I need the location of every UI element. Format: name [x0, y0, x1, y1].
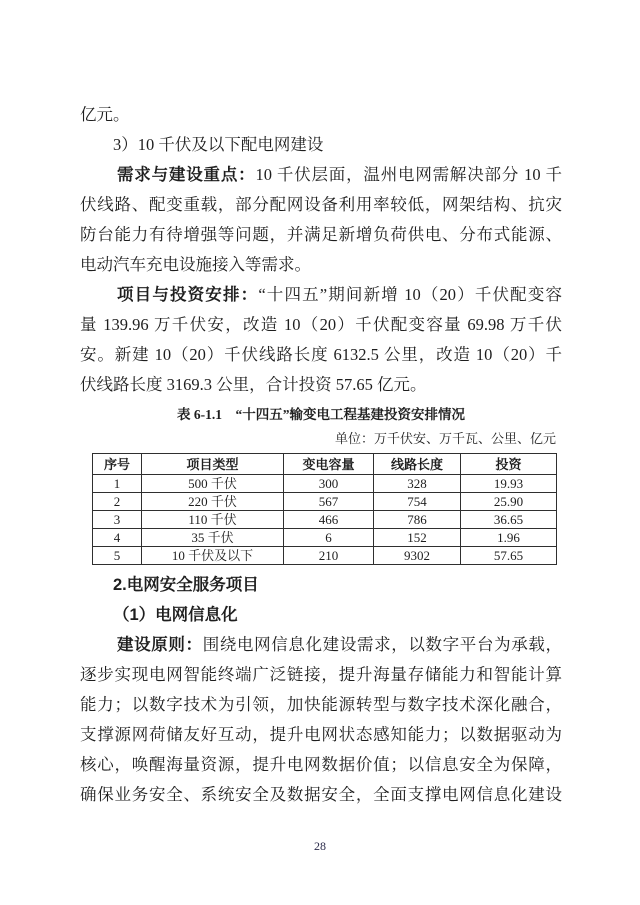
cell-capacity: 466 — [284, 511, 374, 529]
column-header: 项目类型 — [142, 454, 284, 475]
cell-index: 2 — [93, 493, 142, 511]
bold-lead: 项目与投资安排： — [117, 286, 259, 304]
bold-lead: 需求与建设重点： — [117, 166, 256, 184]
text-line: 伏线路长度 3169.3 公里，合计投资 57.65 亿元。 — [80, 375, 427, 394]
text-line: 逐步实现电网智能终端广泛链接，提升海量存储能力和智能计算 — [80, 665, 562, 684]
text-line: 核心，唤醒海量资源，提升电网数据价值；以信息安全为保障， — [80, 755, 562, 774]
cell-capacity: 300 — [284, 475, 374, 493]
text-run: 围绕电网信息化建设需求，以数字平台为承载， — [202, 635, 563, 654]
text-line — [80, 280, 562, 310]
table-unit-note: 单位：万千伏安、万千瓦、公里、亿元 — [334, 431, 556, 446]
text-line: 防台能力有待增强等问题，并满足新增负荷供电、分布式能源、 — [80, 225, 562, 244]
text-line: 能力；以数字技术为引领，加快能源转型与数字技术深化融合， — [80, 695, 562, 714]
paragraph-principle — [80, 630, 562, 810]
page-content — [80, 100, 562, 810]
cell-length: 754 — [374, 493, 461, 511]
table-row — [93, 529, 557, 547]
text-line: 电动汽车充电设施接入等需求。 — [80, 255, 311, 274]
cell-index: 3 — [93, 511, 142, 529]
cell-length: 152 — [374, 529, 461, 547]
paragraph-investment — [80, 280, 562, 400]
text-line: 伏线路、配变重载，部分配网设备利用率较低，网架结构、抗灾 — [80, 195, 562, 214]
paragraph-demand — [80, 160, 562, 280]
investment-table — [92, 453, 557, 565]
table-caption: 表 6-1.1 “十四五”输变电工程基建投资安排情况 — [177, 407, 465, 422]
table-header-row — [93, 454, 557, 475]
cell-index: 5 — [93, 547, 142, 565]
heading-section2: 2.电网安全服务项目 — [113, 576, 259, 594]
cell-length: 786 — [374, 511, 461, 529]
cell-investment: 1.96 — [461, 529, 557, 547]
column-header: 变电容量 — [284, 454, 374, 475]
paragraph-continuation: 亿元。 — [80, 105, 130, 124]
text-line: 量 139.96 万千伏安，改造 10（20）千伏配变容量 69.98 万千伏 — [80, 315, 562, 334]
column-header: 投资 — [461, 454, 557, 475]
cell-index: 4 — [93, 529, 142, 547]
text-line: 支撑源网荷储友好互动，提升电网状态感知能力；以数据驱动为 — [80, 725, 562, 744]
cell-type: 10 千伏及以下 — [142, 547, 284, 565]
cell-type: 220 千伏 — [142, 493, 284, 511]
bold-lead: 建设原则： — [117, 636, 203, 654]
heading-section2-1: （1）电网信息化 — [113, 606, 238, 624]
cell-index: 1 — [93, 475, 142, 493]
text-run: “十四五”期间新增 10（20）千伏配变容 — [258, 285, 563, 304]
table-row — [93, 493, 557, 511]
cell-capacity: 6 — [284, 529, 374, 547]
cell-type: 500 千伏 — [142, 475, 284, 493]
table-row — [93, 547, 557, 565]
column-header: 序号 — [93, 454, 142, 475]
cell-length: 328 — [374, 475, 461, 493]
cell-type: 110 千伏 — [142, 511, 284, 529]
investment-table-wrapper — [92, 453, 556, 565]
text-line: 确保业务安全、系统安全及数据安全，全面支撑电网信息化建设 — [80, 785, 562, 804]
cell-type: 35 千伏 — [142, 529, 284, 547]
text-line — [80, 160, 562, 190]
cell-capacity: 210 — [284, 547, 374, 565]
text-run: 10 千伏层面，温州电网需解决部分 10 千 — [255, 165, 563, 184]
text-line: 安。新建 10（20）千伏线路长度 6132.5 公里，改造 10（20）千 — [80, 345, 562, 364]
page-number: 28 — [314, 839, 326, 853]
cell-investment: 19.93 — [461, 475, 557, 493]
cell-capacity: 567 — [284, 493, 374, 511]
table-row — [93, 511, 557, 529]
cell-investment: 25.90 — [461, 493, 557, 511]
cell-investment: 36.65 — [461, 511, 557, 529]
cell-length: 9302 — [374, 547, 461, 565]
cell-investment: 57.65 — [461, 547, 557, 565]
heading-sub3: 3）10 千伏及以下配电网建设 — [113, 135, 324, 154]
table-row — [93, 475, 557, 493]
text-line — [80, 630, 562, 660]
column-header: 线路长度 — [374, 454, 461, 475]
